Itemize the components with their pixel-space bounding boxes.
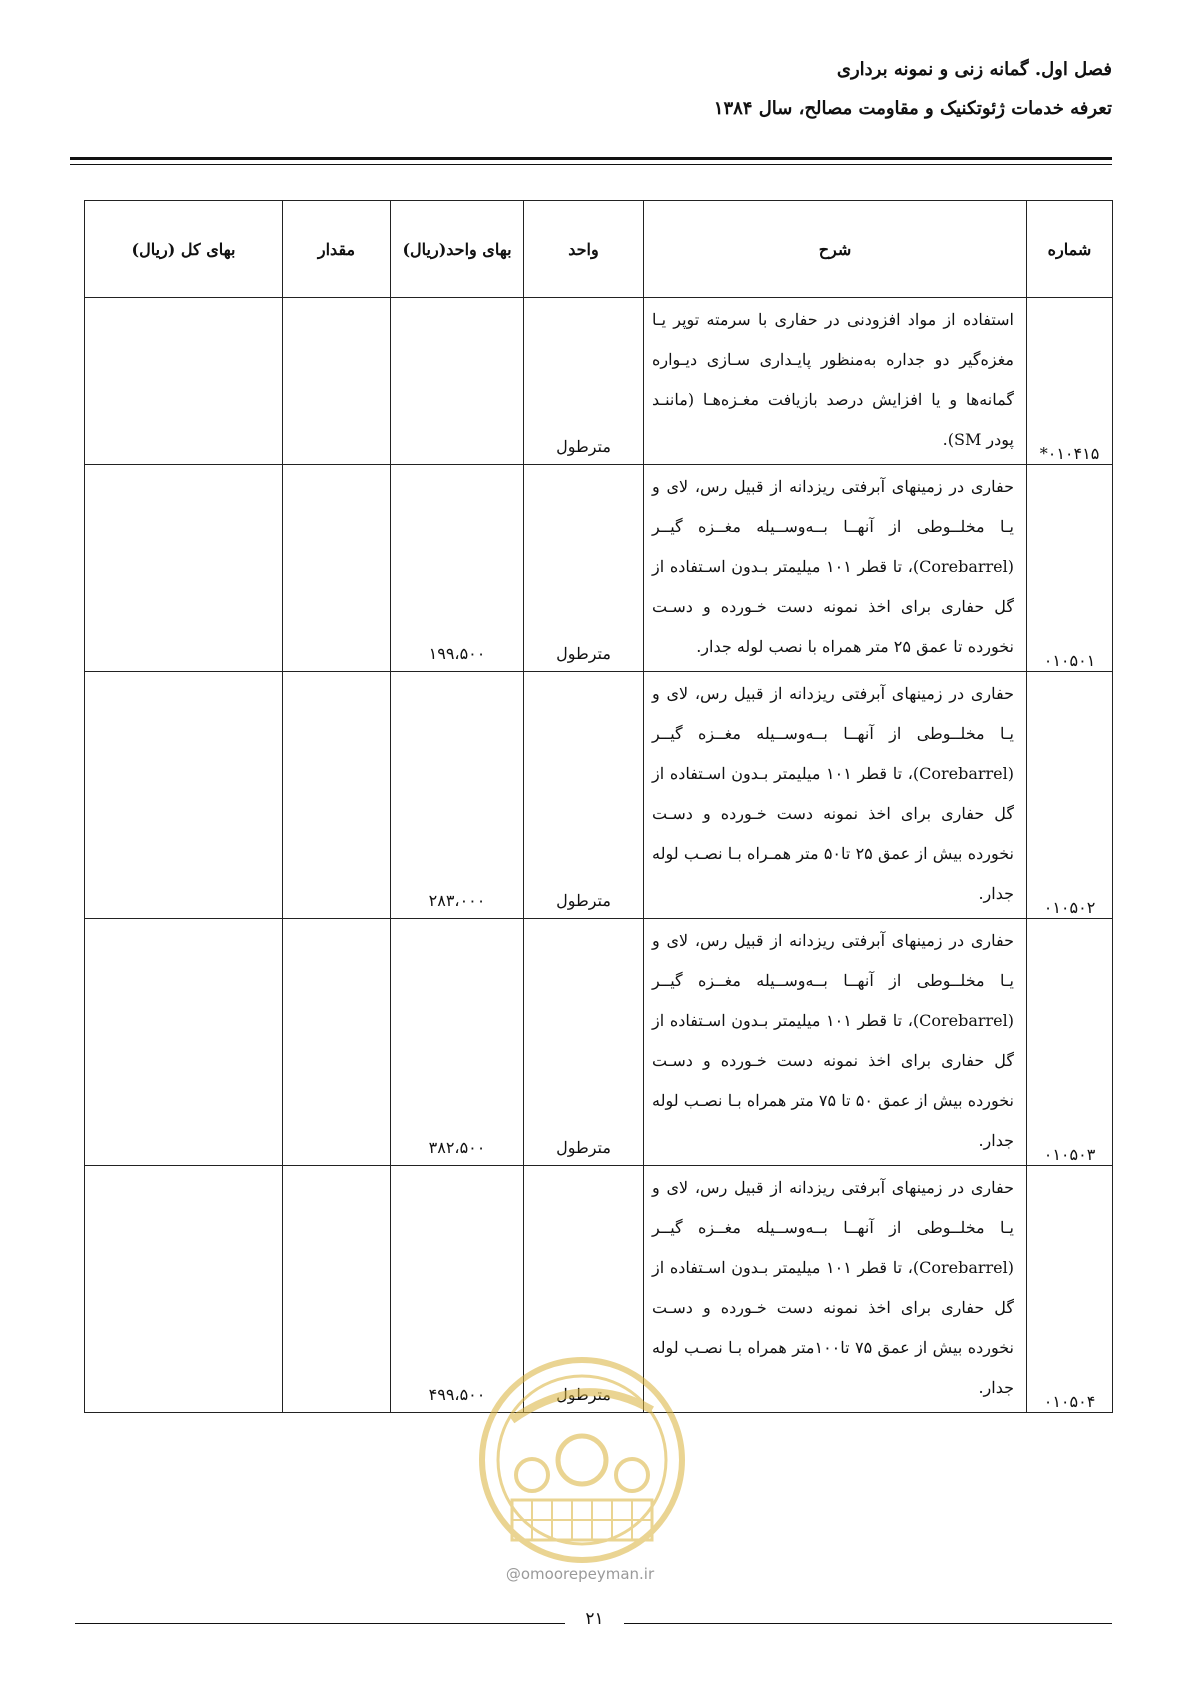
row-number: ۰۱۰۵۰۳ <box>1027 919 1113 1166</box>
row-unit-price: ۳۸۲،۵۰۰ <box>391 919 524 1166</box>
watermark-seal-icon <box>472 1350 692 1570</box>
row-unit-price: ۱۹۹،۵۰۰ <box>391 465 524 672</box>
row-total-price <box>85 672 283 919</box>
header-unit-price: بهای واحد(ریال) <box>391 201 524 298</box>
table-row <box>85 465 1113 672</box>
row-total-price <box>85 919 283 1166</box>
watermark-url: @omoorepeyman.ir <box>505 1565 655 1583</box>
row-quantity <box>283 672 391 919</box>
header-unit: واحد <box>524 201 644 298</box>
row-description: حفاری در زمینهای آبرفتی ریزدانه از قبیل رس، لای و یـا مخلــوطی از آنهــا بــه‌وســیله مغــزه گیــر (Corebarrel)، تا قطر ۱۰۱ میلیمتر بـدون اسـتفاده از گل حفاری برای اخذ نمونه دست خـورده و دسـت نخورده تا عمق ۲۵ متر همراه با نصب لوله جدار. <box>644 465 1027 672</box>
row-number: ۰۱۰۵۰۴ <box>1027 1166 1113 1413</box>
page-header <box>714 58 1112 121</box>
row-unit: مترطول <box>524 919 644 1166</box>
document-subtitle: تعرفه خدمات ژئوتکنیک و مقاومت مصالح، سال ۱۳۸۴ <box>713 98 1112 119</box>
row-number: ۰۱۰۵۰۲ <box>1027 672 1113 919</box>
footer-rule-left <box>75 1623 565 1624</box>
row-unit-price <box>391 298 524 465</box>
row-unit: مترطول <box>524 672 644 919</box>
page-number: ۲۱ <box>585 1609 604 1629</box>
row-quantity <box>283 919 391 1166</box>
row-description: حفاری در زمینهای آبرفتی ریزدانه از قبیل رس، لای و یـا مخلــوطی از آنهــا بــه‌وســیله مغــزه گیــر (Corebarrel)، تا قطر ۱۰۱ میلیمتر بـدون اسـتفاده از گل حفاری برای اخذ نمونه دست خـورده و دسـت نخورده بیش از عمق ۵۰ تا ۷۵ متر همراه بـا نصـب لوله جدار. <box>644 919 1027 1166</box>
table-row <box>85 919 1113 1166</box>
header-rule-thick <box>70 157 1112 160</box>
row-unit-price: ۲۸۳،۰۰۰ <box>391 672 524 919</box>
header-number: شماره <box>1027 201 1113 298</box>
header-quantity: مقدار <box>283 201 391 298</box>
row-unit: مترطول <box>524 298 644 465</box>
rates-table <box>84 200 1113 1413</box>
row-unit: مترطول <box>524 465 644 672</box>
row-total-price <box>85 465 283 672</box>
row-description: استفاده از مواد افزودنی در حفاری با سرمته توپر یـا مغزه‌گیر دو جداره به‌منظور پایـداری سـازی دیـواره گمانه‌ها و یا افزایش درصد بازیافت مغـزه‌هـا (ماننـد پودر SM). <box>644 298 1027 465</box>
row-number: *۰۱۰۴۱۵ <box>1027 298 1113 465</box>
row-total-price <box>85 298 283 465</box>
header-total-price: بهای کل (ریال) <box>85 201 283 298</box>
row-quantity <box>283 465 391 672</box>
row-quantity <box>283 1166 391 1413</box>
row-quantity <box>283 298 391 465</box>
row-number: ۰۱۰۵۰۱ <box>1027 465 1113 672</box>
table-row <box>85 298 1113 465</box>
row-unit: مترطول <box>524 1166 644 1413</box>
header-rule-thin <box>70 164 1112 165</box>
header-description: شرح <box>644 201 1027 298</box>
table-row <box>85 672 1113 919</box>
footer-rule-right <box>624 1623 1112 1624</box>
row-description: حفاری در زمینهای آبرفتی ریزدانه از قبیل رس، لای و یـا مخلــوطی از آنهــا بــه‌وســیله مغــزه گیــر (Corebarrel)، تا قطر ۱۰۱ میلیمتر بـدون اسـتفاده از گل حفاری برای اخذ نمونه دست خـورده و دسـت نخورده بیش از عمق ۷۵ تا۱۰۰متر همراه بـا نصـب لوله جدار. <box>644 1166 1027 1413</box>
chapter-title: فصل اول. گمانه زنی و نمونه برداری <box>836 59 1112 80</box>
row-total-price <box>85 1166 283 1413</box>
row-unit-price: ۴۹۹،۵۰۰ <box>391 1166 524 1413</box>
table-header-row <box>85 201 1113 298</box>
row-description: حفاری در زمینهای آبرفتی ریزدانه از قبیل رس، لای و یـا مخلــوطی از آنهــا بــه‌وســیله مغــزه گیــر (Corebarrel)، تا قطر ۱۰۱ میلیمتر بـدون اسـتفاده از گل حفاری برای اخذ نمونه دست خـورده و دسـت نخورده بیش از عمق ۲۵ تا۵۰ متر همـراه بـا نصـب لوله جدار. <box>644 672 1027 919</box>
